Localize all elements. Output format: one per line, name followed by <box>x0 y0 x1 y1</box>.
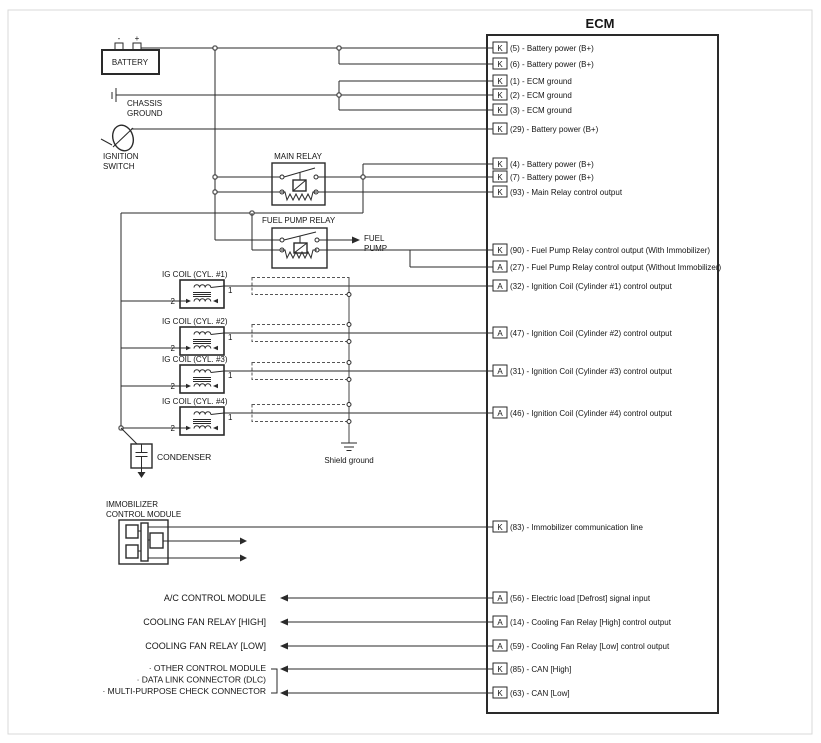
ecm-pin-a47 <box>493 327 673 338</box>
pin-letter: A <box>497 642 503 651</box>
immobilizer-label-2: CONTROL MODULE <box>106 510 182 519</box>
pin-label: (5) - Battery power (B+) <box>510 44 594 53</box>
pin-letter: K <box>497 77 503 86</box>
pin-label: (63) - CAN [Low] <box>510 689 570 698</box>
pin-label: (7) - Battery power (B+) <box>510 173 594 182</box>
pin-letter: K <box>497 188 503 197</box>
coil-pin-2: 2 <box>170 297 175 306</box>
ig-coil-3 <box>162 355 233 393</box>
ig-coil-1 <box>162 270 233 308</box>
ignition-switch <box>101 123 139 171</box>
ecm-pins <box>493 42 722 698</box>
can-target-check-connector: · MULTI-PURPOSE CHECK CONNECTOR <box>102 686 266 696</box>
pin-letter: A <box>497 618 503 627</box>
immobilizer-label-1: IMMOBILIZER <box>106 500 159 509</box>
ecm-pin-a46 <box>493 407 673 418</box>
ecm-pin-k2 <box>493 89 572 100</box>
ecm-pin-a32 <box>493 280 673 291</box>
pin-letter: K <box>497 523 503 532</box>
fuel-pump-relay-label: FUEL PUMP RELAY <box>262 216 336 225</box>
pin-label: (29) - Battery power (B+) <box>510 125 599 134</box>
main-relay-wires <box>121 164 493 215</box>
ecm-pin-k83 <box>493 521 643 532</box>
fuel-pump-label-1: FUEL <box>364 234 385 243</box>
ecm-pin-k4 <box>493 158 594 169</box>
ecm-pin-a56 <box>493 592 651 603</box>
pin-label: (90) - Fuel Pump Relay control output (With Immobilizer) <box>510 246 711 255</box>
ig-coil-2 <box>162 317 233 355</box>
destination-cooling-fan-low <box>145 641 493 651</box>
pin-letter: K <box>497 125 503 134</box>
ig-coil-3-label: IG COIL (CYL. #3) <box>162 355 228 364</box>
ecm-pin-a59 <box>493 640 670 651</box>
condenser-ground-arrow <box>138 472 146 478</box>
ecm-pin-k7 <box>493 171 594 182</box>
coil-pin-1: 1 <box>228 286 233 295</box>
coil-pin-1: 1 <box>228 333 233 342</box>
coil-pin-2: 2 <box>170 344 175 353</box>
can-bracket <box>271 669 277 693</box>
battery-minus-sign: - <box>117 34 121 43</box>
ecm-pin-k93 <box>493 186 623 197</box>
pin-label: (6) - Battery power (B+) <box>510 60 594 69</box>
coil-pin-1: 1 <box>228 413 233 422</box>
ecm-pin-k85 <box>493 663 571 674</box>
ecm-title: ECM <box>585 16 615 31</box>
main-relay-label: MAIN RELAY <box>274 152 322 161</box>
coil-pin-2: 2 <box>170 424 175 433</box>
chassis-ground-label-1: CHASSIS <box>127 99 163 108</box>
pin-label: (3) - ECM ground <box>510 106 572 115</box>
cooling-fan-low-label: COOLING FAN RELAY [LOW] <box>145 641 266 651</box>
pin-label: (2) - ECM ground <box>510 91 572 100</box>
ecm-pin-k1 <box>493 75 572 86</box>
ig-coil-4-label: IG COIL (CYL. #4) <box>162 397 228 406</box>
pin-letter: K <box>497 246 503 255</box>
pin-label: (47) - Ignition Coil (Cylinder #2) control output <box>510 329 672 338</box>
battery-terminal-minus <box>115 43 123 50</box>
page-border <box>8 10 812 734</box>
chassis-ground-label-2: GROUND <box>127 109 163 118</box>
ecm-pin-a31 <box>493 365 673 376</box>
pin-letter: K <box>497 689 503 698</box>
immobilizer-wires <box>148 527 493 562</box>
ecm-pin-k90 <box>493 244 710 255</box>
immobilizer-module <box>106 500 181 564</box>
pin-letter: A <box>497 329 503 338</box>
pin-letter: A <box>497 282 503 291</box>
chassis-ground <box>112 88 163 118</box>
condenser-label: CONDENSER <box>157 452 212 462</box>
fuel-pump-relay <box>262 216 336 268</box>
ecm-pin-k6 <box>493 58 594 69</box>
ig-coil-1-label: IG COIL (CYL. #1) <box>162 270 228 279</box>
pin-label: (32) - Ignition Coil (Cylinder #1) control output <box>510 282 672 291</box>
pin-letter: A <box>497 367 503 376</box>
pin-label: (93) - Main Relay control output <box>510 188 623 197</box>
ecm-pin-k5 <box>493 42 594 53</box>
pin-label: (14) - Cooling Fan Relay [High] control output <box>510 618 671 627</box>
pin-label: (59) - Cooling Fan Relay [Low] control output <box>510 642 670 651</box>
can-target-dlc: · DATA LINK CONNECTOR (DLC) <box>136 674 266 685</box>
battery-label: BATTERY <box>111 58 149 67</box>
ignition-switch-label-2: SWITCH <box>103 162 135 171</box>
ecm-pin-k29 <box>493 123 599 134</box>
ignition-switch-label-1: IGNITION <box>103 152 139 161</box>
ecm-pin-a14 <box>493 616 672 627</box>
shield-ground-icon <box>341 443 357 451</box>
pin-letter: K <box>497 106 503 115</box>
pin-letter: A <box>497 263 503 272</box>
pin-letter: K <box>497 665 503 674</box>
pin-letter: K <box>497 91 503 100</box>
cooling-fan-high-label: COOLING FAN RELAY [HIGH] <box>143 617 266 627</box>
pin-letter: K <box>497 60 503 69</box>
ecm-module <box>487 16 718 713</box>
ig-coil-2-label: IG COIL (CYL. #2) <box>162 317 228 326</box>
pin-letter: K <box>497 44 503 53</box>
fuel-pump-label-2: PUMP <box>364 244 388 253</box>
pin-letter: A <box>497 594 503 603</box>
battery-plus-sign: + <box>134 34 140 43</box>
ac-module-label: A/C CONTROL MODULE <box>163 593 266 603</box>
main-relay <box>272 152 325 205</box>
pin-label: (27) - Fuel Pump Relay control output (Without Immobilizer) <box>510 263 722 272</box>
ecm-pin-k63 <box>493 687 570 698</box>
pin-label: (31) - Ignition Coil (Cylinder #3) control output <box>510 367 672 376</box>
pin-letter: K <box>497 173 503 182</box>
destination-cooling-fan-high <box>143 617 493 627</box>
battery-wires <box>141 46 493 240</box>
pin-letter: K <box>497 160 503 169</box>
pin-label: (4) - Battery power (B+) <box>510 160 594 169</box>
chassis-ground-wires <box>116 81 493 110</box>
coil-pin-1: 1 <box>228 371 233 380</box>
fuel-pump-arrow <box>352 237 360 244</box>
pin-letter: A <box>497 409 503 418</box>
pin-label: (46) - Ignition Coil (Cylinder #4) control output <box>510 409 672 418</box>
pin-label: (1) - ECM ground <box>510 77 572 86</box>
destination-ac-module <box>164 593 493 603</box>
battery-terminal-plus <box>133 43 141 50</box>
battery <box>102 34 159 74</box>
pin-label: (56) - Electric load [Defrost] signal input <box>510 594 651 603</box>
shield-ground-label: Shield ground <box>324 456 374 465</box>
fuel-pump-relay-box <box>272 228 327 268</box>
ecm-pin-k3 <box>493 104 572 115</box>
coil-pin-2: 2 <box>170 382 175 391</box>
pin-label: (85) - CAN [High] <box>510 665 572 674</box>
ig-coil-4 <box>162 397 233 435</box>
can-target-other-module: · OTHER CONTROL MODULE <box>148 663 266 673</box>
destination-can-group <box>102 663 493 697</box>
pin-label: (83) - Immobilizer communication line <box>510 523 643 532</box>
ecm-pin-a27 <box>493 261 722 272</box>
